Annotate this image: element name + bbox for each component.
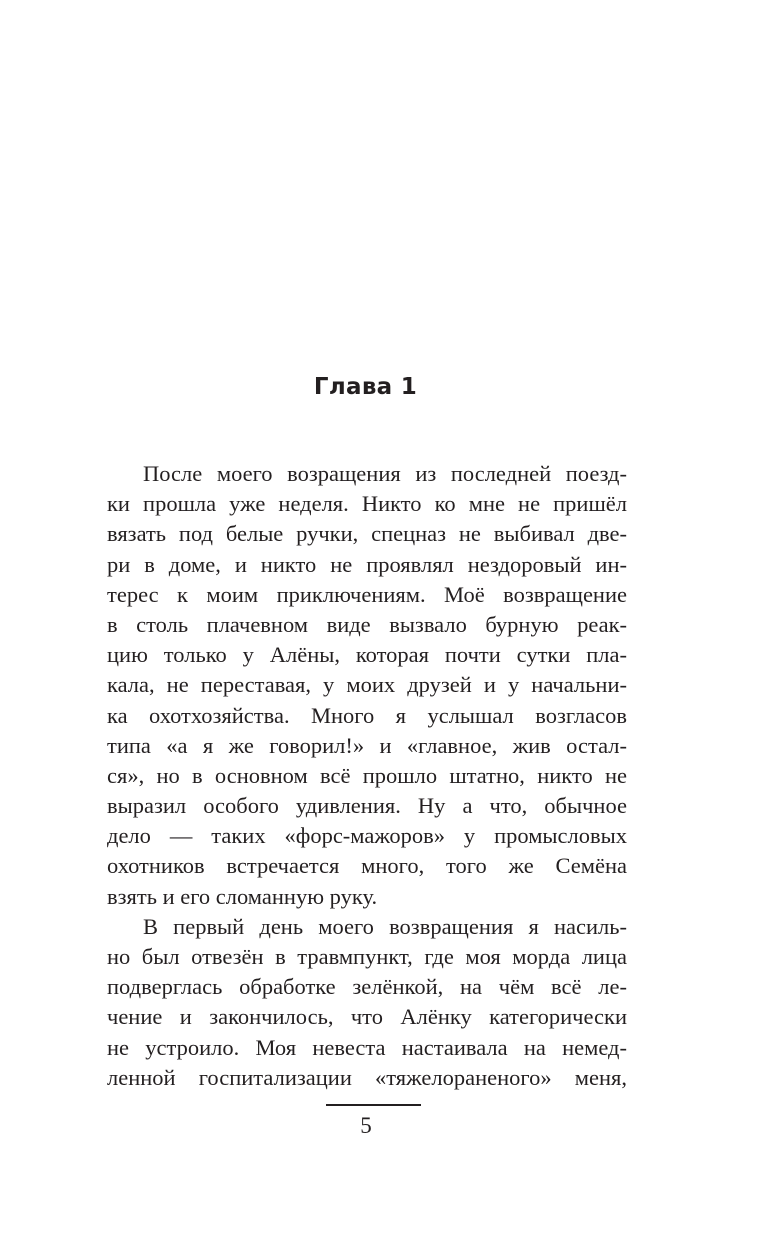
- footer-rule: [326, 1104, 421, 1106]
- text-line: охотников встречается много, того же Семёна: [107, 853, 627, 879]
- text-line: типа «а я же говорил!» и «главное, жив остал-: [107, 732, 627, 758]
- text-line: После моего возращения из последней поезд-: [143, 461, 627, 486]
- text-line: подверглась обработке зелёнкой, на чём всё ле-: [107, 974, 627, 1000]
- chapter-title: Глава 1: [313, 374, 418, 400]
- text-line: выразил особого удивления. Ну а что, обычное: [107, 793, 627, 819]
- body-text: [107, 459, 627, 1093]
- text-line: кала, не переставая, у моих друзей и у начальни-: [107, 672, 627, 698]
- text-line: не устроило. Моя невеста настаивала на немед-: [107, 1034, 627, 1060]
- text-line: ся», но в основном всё прошло штатно, никто не: [107, 762, 627, 788]
- text-line: чение и закончилось, что Алёнку категорически: [107, 1004, 627, 1030]
- text-line: дело — таких «форс-мажоров» у промысловых: [107, 823, 627, 849]
- text-line: цию только у Алёны, которая почти сутки пла-: [107, 642, 627, 668]
- text-line: вязать под белые ручки, спецназ не выбивал две-: [107, 521, 627, 547]
- text-line: ки прошла уже неделя. Никто ко мне не пришёл: [107, 491, 627, 517]
- text-line: но был отвезён в травмпункт, где моя морда лица: [107, 944, 627, 969]
- text-line: ленной госпитализации «тяжелораненого» меня,: [107, 1064, 627, 1090]
- text-line: ка охотхозяйства. Много я услышал возгласов: [107, 702, 627, 728]
- page-number: 5: [360, 1113, 372, 1138]
- text-line: ри в доме, и никто не проявлял нездоровый ин-: [107, 551, 627, 577]
- text-line: В первый день моего возвращения я насиль-: [143, 913, 627, 939]
- text-line: терес к моим приключениям. Моё возвращение: [107, 581, 627, 607]
- text-line: взять и его сломанную руку.: [107, 883, 378, 909]
- text-line: в столь плачевном виде вызвало бурную реак-: [107, 611, 627, 637]
